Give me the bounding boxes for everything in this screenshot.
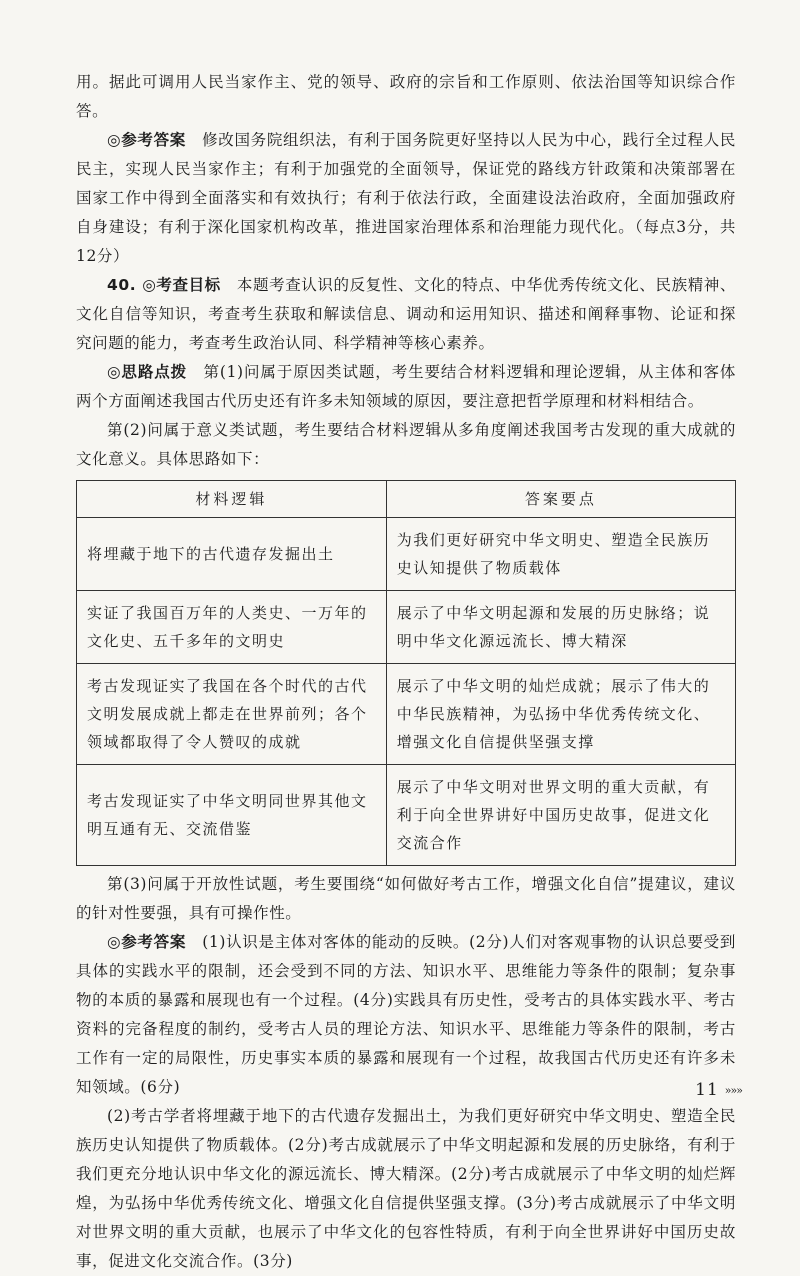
answer-40-part2: (2)考古学者将埋藏于地下的古代遗存发掘出土，为我们更好研究中华文明史、塑造全民族历史认知提供了物质载体。(2分)考古成就展示了中华文明起源和发展的历史脉络，有利于我们更充分地认识中华文化的源远流长、博大精深。(2分)考古成就展示了中华文明的灿烂辉煌，为弘扬中华优秀传统文化、增强文化自信提供坚强支撑。(3分)考古成就展示了中华文明对世界文明的重大贡献，也展示了中华文化的包容性特质，有利于向全世界讲好中国历史故事，促进文化交流合作。(3分) xyxy=(76,1107,736,1270)
paragraph-q3: 第(3)问属于开放性试题，考生要围绕“如何做好考古工作，增强文化自信”提建议，建议的针对性要强，具有可操作性。 xyxy=(76,875,736,922)
answer-tag: ◎参考答案 xyxy=(107,933,187,951)
table-header: 材料逻辑 xyxy=(77,481,387,518)
table-cell: 展示了中华文明对世界文明的重大贡献，有利于向全世界讲好中国历史故事，促进文化交流合作 xyxy=(386,765,735,866)
paragraph-continued: 用。据此可调用人民当家作主、党的领导、政府的宗旨和工作原则、依法治国等知识综合作答。 xyxy=(76,73,736,120)
answer-text: (1)认识是主体对客体的能动的反映。(2分)人们对客观事物的认识总要受到具体的实践水平的限制，还会受到不同的方法、知识水平、思维能力等条件的限制；复杂事物的本质的暴露和展现也有一个过程。(4分)实践具有历史性，受考古的具体实践水平、考古资料的完备程度的制约，受考古人员的理论方法、知识水平、思维能力等条件的限制，考古工作有一定的局限性，历史事实本质的暴露和展现有一个过程，故我国古代历史还有许多未知领域。(6分) xyxy=(76,933,736,1096)
table-cell: 实证了我国百万年的人类史、一万年的文化史、五千多年的文明史 xyxy=(77,591,387,664)
question-40-objective xyxy=(76,271,736,358)
table-row xyxy=(77,591,736,664)
answer-40-part1 xyxy=(76,928,736,1102)
table-row xyxy=(77,765,736,866)
answer-39 xyxy=(76,126,736,271)
page-number: 11 xyxy=(695,1080,719,1100)
approach-paragraph xyxy=(76,358,736,416)
answer-text: 修改国务院组织法，有利于国务院更好坚持以人民为中心，践行全过程人民民主，实现人民当家作主；有利于加强党的全面领导，保证党的路线方针政策和决策部署在国家工作中得到全面落实和有效执行；有利于依法行政，全面建设法治政府，全面加强政府自身建设；有利于深化国家机构改革，推进国家治理体系和治理能力现代化。（每点3分，共12分） xyxy=(76,131,736,265)
arrows-icon: »»» xyxy=(724,1084,742,1097)
table-cell: 考古发现证实了中华文明同世界其他文明互通有无、交流借鉴 xyxy=(77,765,387,866)
table-cell: 为我们更好研究中华文明史、塑造全民族历史认知提供了物质载体 xyxy=(386,518,735,591)
table-cell: 展示了中华文明起源和发展的历史脉络；说明中华文化源远流长、博大精深 xyxy=(386,591,735,664)
table-header: 答案要点 xyxy=(386,481,735,518)
table-cell: 展示了中华文明的灿烂成就；展示了伟大的中华民族精神，为弘扬中华优秀传统文化、增强文化自信提供坚强支撑 xyxy=(386,664,735,765)
approach-tag: ◎思路点拨 xyxy=(107,363,188,381)
table-row xyxy=(77,518,736,591)
table-header-row xyxy=(77,481,736,518)
page-content xyxy=(76,68,736,1276)
table-row xyxy=(77,664,736,765)
table-cell: 考古发现证实了我国在各个时代的古代文明发展成就上都走在世界前列；各个领域都取得了令人赞叹的成就 xyxy=(77,664,387,765)
objective-text: 本题考查认识的反复性、文化的特点、中华优秀传统文化、民族精神、文化自信等知识，考查考生获取和解读信息、调动和运用知识、描述和阐释事物、论证和探究问题的能力，考查考生政治认同、科学精神等核心素养。 xyxy=(76,276,736,352)
paragraph-q2: 第(2)问属于意义类试题，考生要结合材料逻辑从多角度阐述我国考古发现的重大成就的文化意义。具体思路如下： xyxy=(76,421,736,468)
page-footer xyxy=(695,1080,742,1100)
approach-text: 第(1)问属于原因类试题，考生要结合材料逻辑和理论逻辑，从主体和客体两个方面阐述我国古代历史还有许多未知领域的原因，要注意把哲学原理和材料相结合。 xyxy=(76,363,737,410)
answer-tag: ◎参考答案 xyxy=(107,131,186,149)
table-cell: 将埋藏于地下的古代遗存发掘出土 xyxy=(77,518,387,591)
logic-table xyxy=(76,480,736,866)
objective-tag: 40. ◎考查目标 xyxy=(107,276,221,294)
